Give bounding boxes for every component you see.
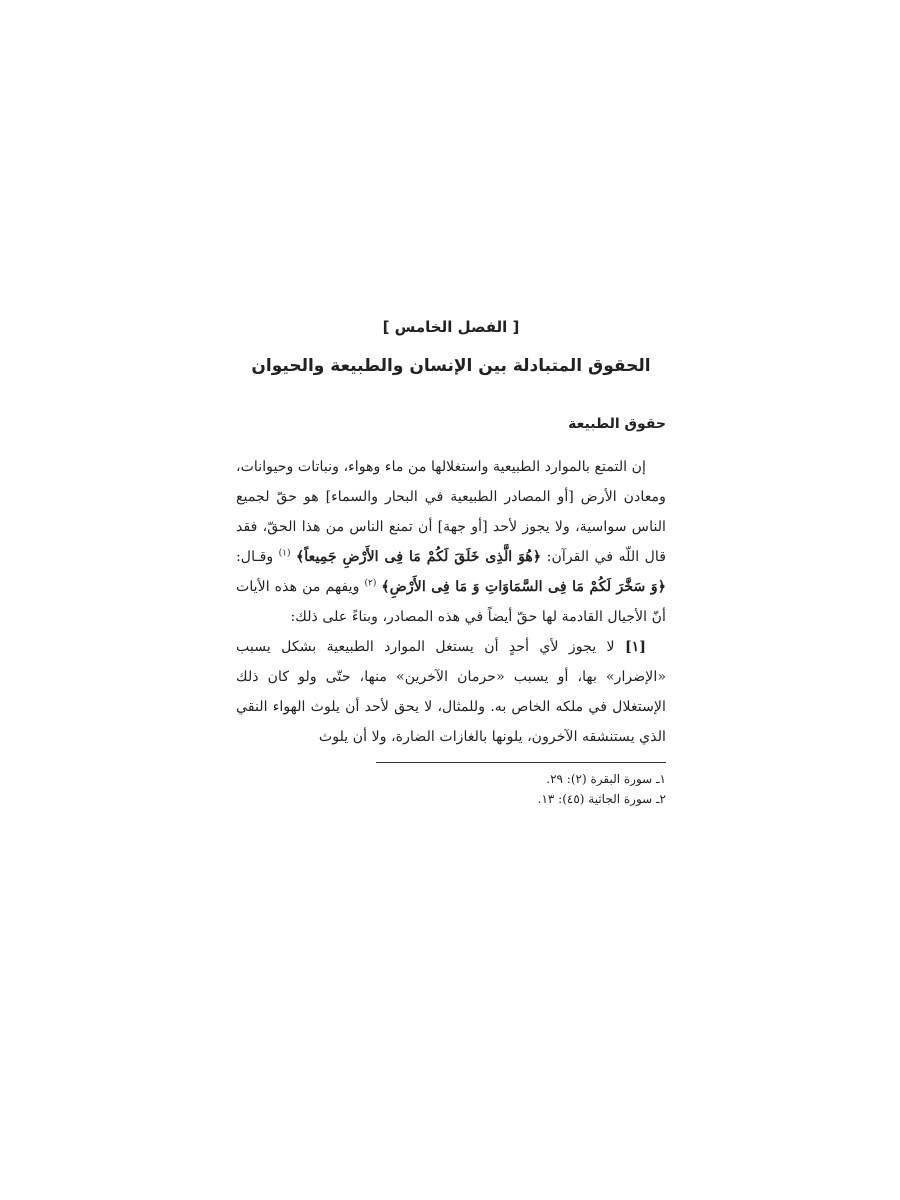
paragraph-1-intro: إن التمتع بالموارد الطبيعية واستغلالها من ماء وهواء، ونباتات وحيوانات، ومعادن الأرض [أو المصادر الطبيعية في البحار والسماء] هو حقّ لجميع الناس سواسية، ولا يجوز لأحد [أو جهة] أن تمنع الناس من هذا الحقّ، فقد قال اللّه في القرآن: <box>236 459 667 565</box>
footnote-ref-2: (٢) <box>364 578 377 589</box>
clause-number: [١] <box>624 639 646 655</box>
paragraph-2-text: لا يجوز لأي أحدٍ أن يستغل الموارد الطبيعية بشكل يسبب «الإضرار» بها، أو يسبب «حرمان الآخرين» منها، حتّى ولو كان ذلك الإستغلال في ملكه الخاص به. وللمثال، لا يحق لأحد أن يلوث الهواء النقي الذي يستنشقه الآخرون، يلونها بالغازات الضارة، ولا أن يلوث <box>236 639 666 745</box>
chapter-title: الحقوق المتبادلة بين الإنسان والطبيعة والحيوان <box>251 356 651 376</box>
quran-verse-2: ﴿وَ سَخَّرَ لَكُمْ مَا فِى السَّمَاوَاتِ وَ مَا فِى الأَرْضِ﴾ <box>381 579 667 595</box>
paragraph-1 <box>236 452 666 632</box>
body-text <box>232 452 670 752</box>
paragraph-2 <box>236 632 666 752</box>
footnote-ref-1: (١) <box>278 548 291 559</box>
paragraph-1-connector: وقـال: <box>236 549 279 565</box>
footnote-2: ٢ـ سورة الجاثية (٤٥): ١٣. <box>537 792 666 806</box>
paragraph-1-conclusion: ويفهم من هذه الأيات أنّ الأجيال القادمة لها حقّ أيضاً في هذه المصادر، وبناءً على ذلك: <box>236 579 666 625</box>
section-heading: حقوق الطبيعة <box>568 416 666 432</box>
footnote-divider <box>376 762 666 763</box>
quran-verse-1: ﴿هُوَ الَّذِى خَلَقَ لَكُمْ مَا فِى الأَرْضِ جَمِيعاً﴾ <box>295 549 542 565</box>
book-page <box>232 300 670 809</box>
chapter-label: [ الفصل الخامس ] <box>382 318 520 336</box>
footnotes <box>232 769 666 809</box>
footnote-1: ١ـ سورة البقرة (٢): ٢٩. <box>546 772 666 786</box>
